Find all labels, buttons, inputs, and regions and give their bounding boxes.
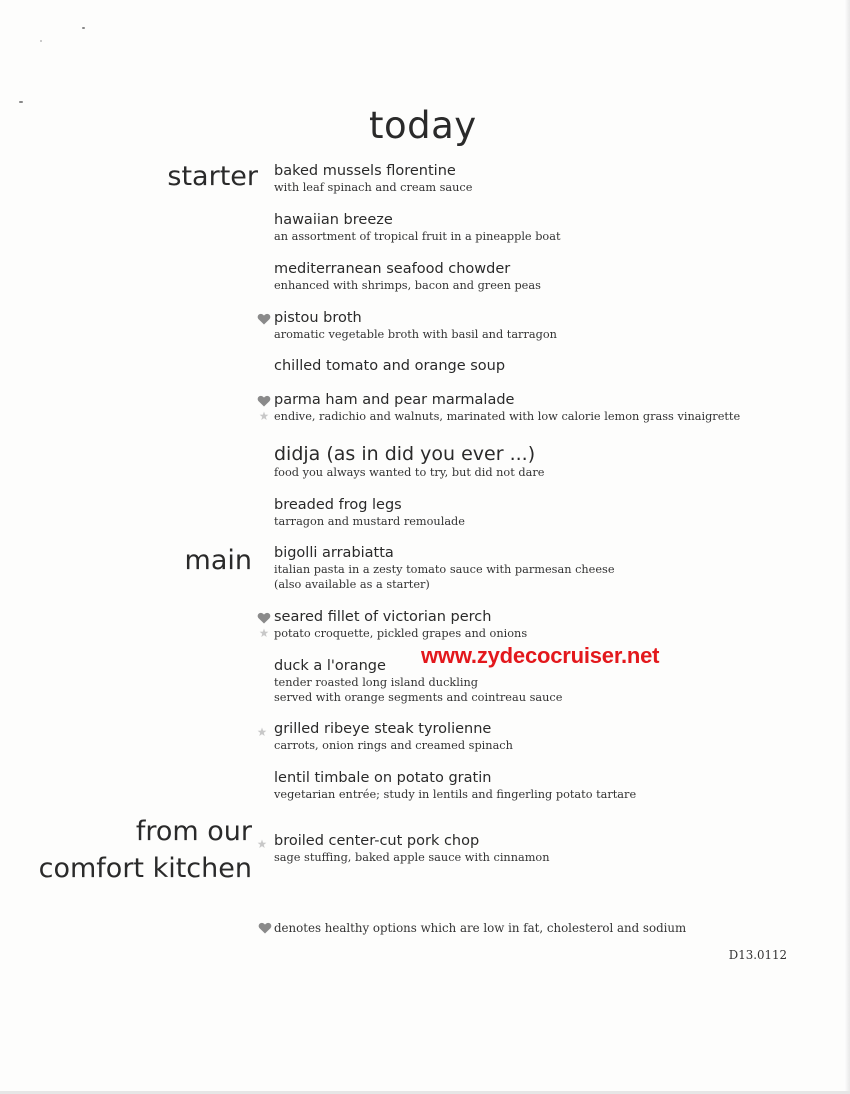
dish-desc: (also available as a starter) <box>274 578 430 591</box>
scan-speck <box>19 101 23 103</box>
dish-name: bigolli arrabiatta <box>274 545 394 561</box>
dish-name: grilled ribeye steak tyrolienne <box>274 721 492 737</box>
dish-desc: carrots, onion rings and creamed spinach <box>274 739 513 752</box>
dish-name: hawaiian breeze <box>274 212 393 228</box>
dish-item <box>274 211 561 244</box>
dish-item <box>274 608 527 641</box>
dish-item <box>274 357 505 375</box>
section-comfort-line2: comfort kitchen <box>38 853 252 884</box>
star-icon <box>257 727 267 737</box>
dish-item <box>274 260 541 293</box>
section-main: main <box>184 545 252 576</box>
dish-desc: tender roasted long island duckling <box>274 676 478 689</box>
dish-name: baked mussels florentine <box>274 163 456 179</box>
dish-name: pistou broth <box>274 310 362 326</box>
heart-icon <box>257 395 271 407</box>
dish-desc: enhanced with shrimps, bacon and green peas <box>274 279 541 292</box>
dish-name: seared fillet of victorian perch <box>274 609 492 625</box>
dish-desc: endive, radichio and walnuts, marinated with low calorie lemon grass vinaigrette <box>274 410 741 423</box>
scan-speck <box>40 40 42 42</box>
dish-item <box>274 720 513 753</box>
star-icon <box>259 628 269 638</box>
dish-desc: aromatic vegetable broth with basil and tarragon <box>274 328 557 341</box>
dish-name: duck a l'orange <box>274 658 386 674</box>
dish-item <box>274 769 636 802</box>
dish-name: broiled center-cut pork chop <box>274 833 480 849</box>
dish-item <box>274 391 740 424</box>
dish-desc: tarragon and mustard remoulade <box>274 515 465 528</box>
dish-item <box>274 309 557 342</box>
dish-desc: served with orange segments and cointreau sauce <box>274 691 563 704</box>
dish-name: breaded frog legs <box>274 497 402 513</box>
dish-item <box>274 544 615 592</box>
dish-desc: vegetarian entrée; study in lentils and fingerling potato tartare <box>274 788 637 801</box>
dish-item <box>274 162 472 195</box>
footnote-text: denotes healthy options which are low in fat, cholesterol and sodium <box>274 921 687 935</box>
heart-icon <box>257 612 271 624</box>
watermark-text: www.zydecocruiser.net <box>421 643 660 668</box>
scan-speck <box>82 27 85 29</box>
heart-icon <box>257 313 271 325</box>
dish-name: chilled tomato and orange soup <box>274 358 506 374</box>
dish-item <box>274 832 550 865</box>
dish-desc: italian pasta in a zesty tomato sauce with parmesan cheese <box>274 563 615 576</box>
dish-name: didja (as in did you ever ...) <box>274 443 536 465</box>
document-code: D13.0112 <box>728 948 787 962</box>
dish-item <box>274 443 544 480</box>
dish-desc: with leaf spinach and cream sauce <box>274 181 473 194</box>
dish-name: lentil timbale on potato gratin <box>274 770 492 786</box>
dish-desc: potato croquette, pickled grapes and onions <box>274 627 528 640</box>
star-icon <box>257 839 267 849</box>
section-comfort-line1: from our <box>135 816 252 847</box>
star-icon <box>259 411 269 421</box>
heart-icon <box>258 922 272 934</box>
dish-desc: an assortment of tropical fruit in a pineapple boat <box>274 230 561 243</box>
section-starter: starter <box>167 161 258 192</box>
dish-desc: food you always wanted to try, but did not dare <box>274 466 545 479</box>
page-title: today <box>369 104 477 147</box>
scan-edge <box>844 0 850 1094</box>
dish-name: mediterranean seafood chowder <box>274 261 511 277</box>
dish-item <box>274 496 465 529</box>
dish-desc: sage stuffing, baked apple sauce with cinnamon <box>274 851 550 864</box>
dish-name: parma ham and pear marmalade <box>274 392 515 408</box>
